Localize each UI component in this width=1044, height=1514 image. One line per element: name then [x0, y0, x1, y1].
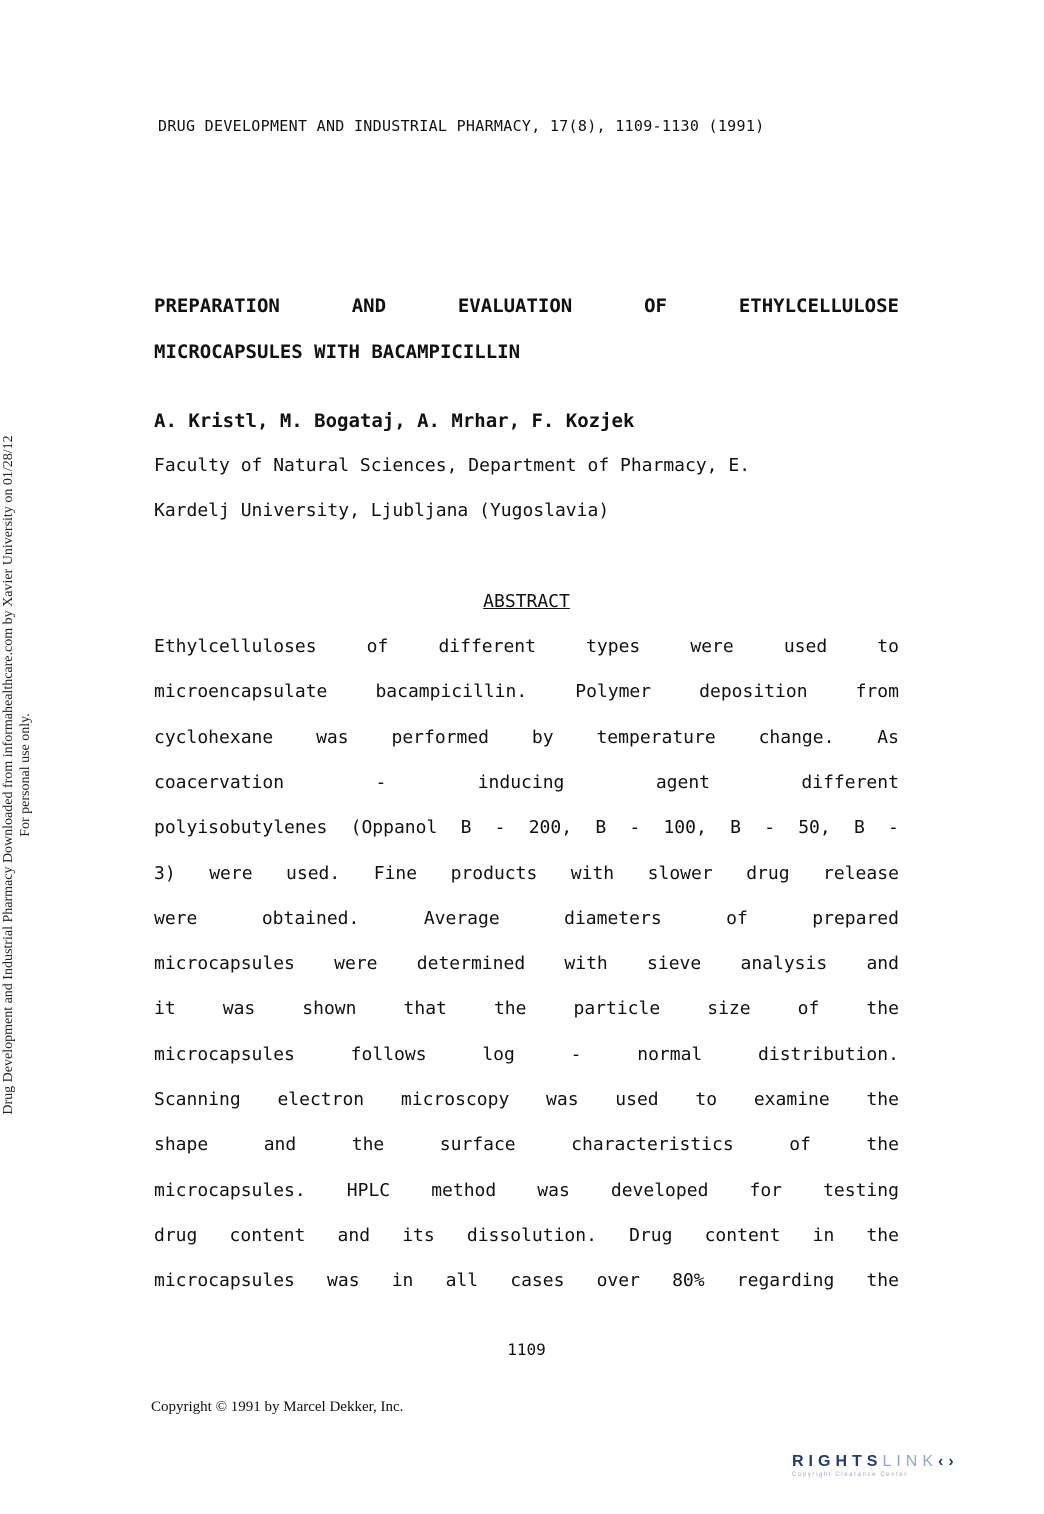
abstract-word: Polymer [575, 681, 652, 703]
abstract-word: its [402, 1224, 435, 1246]
abstract-word: developed [610, 1179, 709, 1201]
abstract-word: with [564, 953, 608, 975]
page-number: 1109 [507, 1340, 546, 1359]
abstract-word: different [801, 771, 899, 793]
abstract-word: Scanning [154, 1089, 241, 1110]
abstract-word: microcapsules [154, 1270, 295, 1292]
abstract-word: microcapsules [154, 953, 295, 975]
abstract-word: were [334, 953, 378, 975]
abstract-word: from [855, 681, 899, 703]
abstract-word: B [460, 817, 472, 839]
abstract-word: 80% [672, 1270, 705, 1292]
abstract-word: of [726, 907, 748, 929]
sidebar-line-1: Drug Development and Industrial Pharmacy Downloaded from informahealthcare.com by Xavier University on 01/28/12 [1, 435, 16, 1115]
logo-arrow-icon: ‹› [938, 1453, 959, 1470]
abstract-word: content [229, 1224, 306, 1246]
abstract-word: by [531, 726, 554, 748]
abstract-word: used. [286, 862, 341, 884]
abstract-word: in [391, 1270, 414, 1292]
abstract-word: for [749, 1179, 782, 1201]
abstract-word: was [316, 726, 349, 748]
abstract-word: microcapsules [154, 1043, 295, 1065]
abstract-word: and [866, 953, 899, 975]
abstract-word: was [327, 1270, 360, 1292]
abstract-word: particle [573, 998, 661, 1020]
abstract-word: (Oppanol [350, 817, 438, 839]
abstract-word: was [537, 1179, 570, 1201]
abstract-word: 200, [528, 817, 573, 839]
abstract-line [154, 636, 899, 662]
abstract-word: follows [350, 1043, 427, 1065]
abstract-word: in [812, 1224, 835, 1246]
abstract-word: inducing [477, 771, 565, 793]
title-word: EVALUATION [457, 295, 573, 317]
abstract-word: were [690, 636, 734, 657]
abstract-line [154, 998, 899, 1024]
abstract-word: - [764, 817, 775, 839]
abstract-word: the [866, 1089, 899, 1110]
affiliation-line-1: Faculty of Natural Sciences, Department of Pharmacy, E. [154, 455, 751, 476]
abstract-word: distribution. [758, 1043, 899, 1065]
abstract-line [154, 1180, 899, 1206]
abstract-word: cyclohexane [154, 726, 274, 748]
abstract-word: were [154, 907, 198, 929]
journal-header: DRUG DEVELOPMENT AND INDUSTRIAL PHARMACY, 17(8), 1109-1130 (1991) [158, 117, 765, 135]
abstract-word: deposition [699, 681, 808, 703]
abstract-line [154, 1089, 899, 1115]
abstract-word: used [615, 1089, 659, 1110]
abstract-word: B [853, 817, 865, 839]
abstract-word: agent [655, 771, 710, 793]
abstract-word: slower [647, 862, 713, 884]
abstract-word: surface [439, 1134, 516, 1156]
abstract-word: with [570, 862, 615, 884]
title-word: ETHYLCELLULOSE [738, 295, 899, 317]
abstract-word: - [888, 817, 899, 839]
abstract-word: B [595, 817, 607, 839]
abstract-word: microencapsulate [154, 681, 328, 703]
abstract-word: types [586, 636, 641, 657]
abstract-line [154, 1225, 899, 1251]
abstract-word: that [403, 998, 447, 1020]
abstract-word: of [366, 636, 389, 657]
abstract-word: drug [154, 1224, 198, 1246]
abstract-word: it [154, 998, 176, 1020]
abstract-word: was [222, 998, 256, 1020]
abstract-word: 3) [154, 862, 176, 884]
abstract-line [154, 772, 899, 798]
abstract-word: regarding [736, 1270, 835, 1292]
abstract-word: electron [277, 1089, 365, 1110]
abstract-word: the [493, 998, 527, 1020]
abstract-word: B [730, 817, 741, 839]
abstract-line [154, 908, 899, 934]
abstract-word: HPLC [346, 1179, 391, 1201]
rightslink-logo[interactable] [792, 1453, 959, 1478]
abstract-word: log [482, 1043, 515, 1065]
abstract-line [154, 863, 899, 889]
abstract-word: the [866, 1224, 899, 1246]
abstract-word: method [431, 1179, 497, 1201]
title-line-1 [154, 295, 899, 317]
sidebar-line-2: For personal use only. [18, 713, 33, 837]
abstract-word: over [596, 1270, 640, 1292]
affiliation-line-2: Kardelj University, Ljubljana (Yugoslavia) [154, 500, 610, 521]
abstract-word: As [877, 726, 899, 748]
abstract-line [154, 1044, 899, 1070]
abstract-word: to [695, 1089, 718, 1110]
abstract-word: - [494, 817, 506, 839]
abstract-word: products [450, 862, 538, 884]
abstract-word: Ethylcelluloses [154, 636, 317, 657]
abstract-word: - [570, 1043, 582, 1065]
abstract-word: drug [746, 862, 790, 884]
abstract-word: the [866, 1270, 899, 1292]
abstract-word: 100, [663, 817, 707, 839]
abstract-word: and [337, 1224, 371, 1246]
abstract-word: determined [416, 953, 526, 975]
abstract-word: size [707, 998, 751, 1020]
abstract-word: - [375, 771, 387, 793]
title-word: OF [644, 295, 667, 317]
abstract-word: prepared [812, 907, 899, 929]
abstract-line [154, 953, 899, 979]
title-word: AND [351, 295, 387, 317]
abstract-word: content [704, 1224, 781, 1246]
abstract-word: release [823, 862, 899, 884]
author-list: A. Kristl, M. Bogataj, A. Mrhar, F. Kozjek [154, 410, 635, 432]
abstract-line [154, 1270, 899, 1296]
abstract-word: dissolution. [466, 1224, 597, 1246]
abstract-word: different [438, 636, 536, 657]
copyright-notice: Copyright © 1991 by Marcel Dekker, Inc. [151, 1399, 404, 1415]
logo-text-link: LINK [882, 1453, 939, 1470]
abstract-word: Drug [629, 1224, 673, 1246]
abstract-word: Fine [373, 862, 418, 884]
abstract-word: testing [823, 1179, 899, 1201]
abstract-word: cases [510, 1270, 565, 1292]
abstract-word: examine [753, 1089, 830, 1110]
abstract-word: sieve [647, 953, 702, 975]
title-line-2: MICROCAPSULES WITH BACAMPICILLIN [154, 341, 521, 363]
logo-text-rights: RIGHTS [792, 1453, 883, 1470]
abstract-word: performed [391, 726, 490, 748]
abstract-line [154, 817, 899, 843]
abstract-word: temperature [596, 726, 716, 748]
title-word: PREPARATION [154, 295, 280, 317]
abstract-word: the [351, 1134, 385, 1156]
abstract-word: used [783, 636, 828, 657]
abstract-word: coacervation [154, 771, 285, 793]
abstract-word: the [866, 998, 899, 1020]
abstract-word: diameters [564, 907, 662, 929]
abstract-word: were [209, 862, 253, 884]
abstract-word: shown [302, 998, 357, 1020]
abstract-word: microscopy [400, 1089, 510, 1110]
abstract-word: microcapsules. [154, 1179, 306, 1201]
abstract-line [154, 1134, 899, 1160]
abstract-word: of [797, 998, 820, 1020]
abstract-word: - [629, 817, 641, 839]
abstract-word: Average [423, 907, 500, 929]
abstract-word: obtained. [261, 907, 360, 929]
logo-subtitle: Copyright Clearance Center [792, 1472, 908, 1478]
abstract-word: change. [758, 726, 835, 748]
abstract-word: polyisobutylenes [154, 817, 328, 839]
abstract-word: normal [637, 1043, 703, 1065]
abstract-word: characteristics [571, 1134, 734, 1156]
abstract-word: and [263, 1134, 297, 1156]
abstract-line [154, 681, 899, 707]
abstract-word: shape [154, 1134, 209, 1156]
abstract-word: bacampicillin. [375, 681, 528, 703]
abstract-line [154, 727, 899, 753]
abstract-word: to [877, 636, 899, 657]
abstract-word: of [789, 1134, 811, 1156]
abstract-word: analysis [740, 953, 828, 975]
abstract-word: 50, [798, 817, 831, 839]
abstract-word: was [546, 1089, 579, 1110]
abstract-heading: ABSTRACT [483, 591, 570, 612]
abstract-word: the [866, 1134, 899, 1156]
abstract-word: all [445, 1270, 479, 1292]
